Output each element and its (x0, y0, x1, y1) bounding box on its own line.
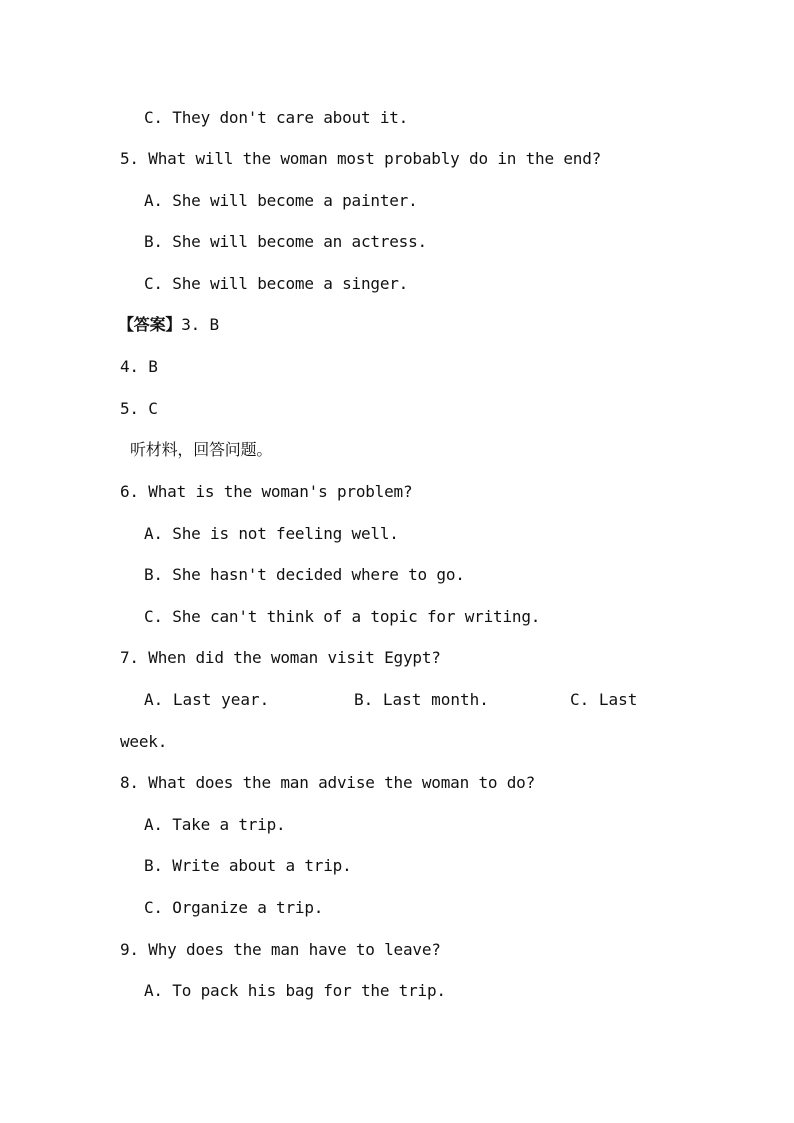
q8-option-b: B. Write about a trip. (144, 856, 352, 875)
q5-option-a: A. She will become a painter. (144, 191, 418, 210)
instruction: 听材料，回答问题。 (130, 440, 273, 459)
q7-options-row (144, 690, 664, 710)
q6-option-a: A. She is not feeling well. (144, 524, 399, 543)
answer-block (118, 315, 219, 335)
q9-option-a: A. To pack his bag for the trip. (144, 981, 446, 1000)
q8-option-a: A. Take a trip. (144, 815, 286, 834)
q5-option-c: C. She will become a singer. (144, 274, 409, 293)
q6-option-c: C. She can't think of a topic for writing. (144, 607, 541, 626)
answer-4: 4. B (120, 357, 158, 376)
q7-option-a: A. Last year. (144, 690, 270, 709)
q7-option-c-wrap: week. (120, 732, 168, 751)
q8-option-c: C. Organize a trip. (144, 898, 324, 917)
answer-label: 【答案】 (118, 315, 182, 334)
q5-option-b: B. She will become an actress. (144, 232, 427, 251)
q7-option-c: C. Last (570, 690, 638, 709)
q5-question: 5. What will the woman most probably do in the end? (120, 149, 602, 168)
answer-5: 5. C (120, 399, 158, 418)
q6-option-b: B. She hasn't decided where to go. (144, 565, 465, 584)
q4-option-c: C. They don't care about it. (144, 108, 409, 127)
q8-question: 8. What does the man advise the woman to do? (120, 773, 536, 792)
q7-option-b: B. Last month. (354, 690, 489, 709)
q7-question: 7. When did the woman visit Egypt? (120, 648, 441, 667)
q9-question: 9. Why does the man have to leave? (120, 940, 441, 959)
q6-question: 6. What is the woman's problem? (120, 482, 413, 501)
answer-3: 3. B (181, 315, 219, 334)
